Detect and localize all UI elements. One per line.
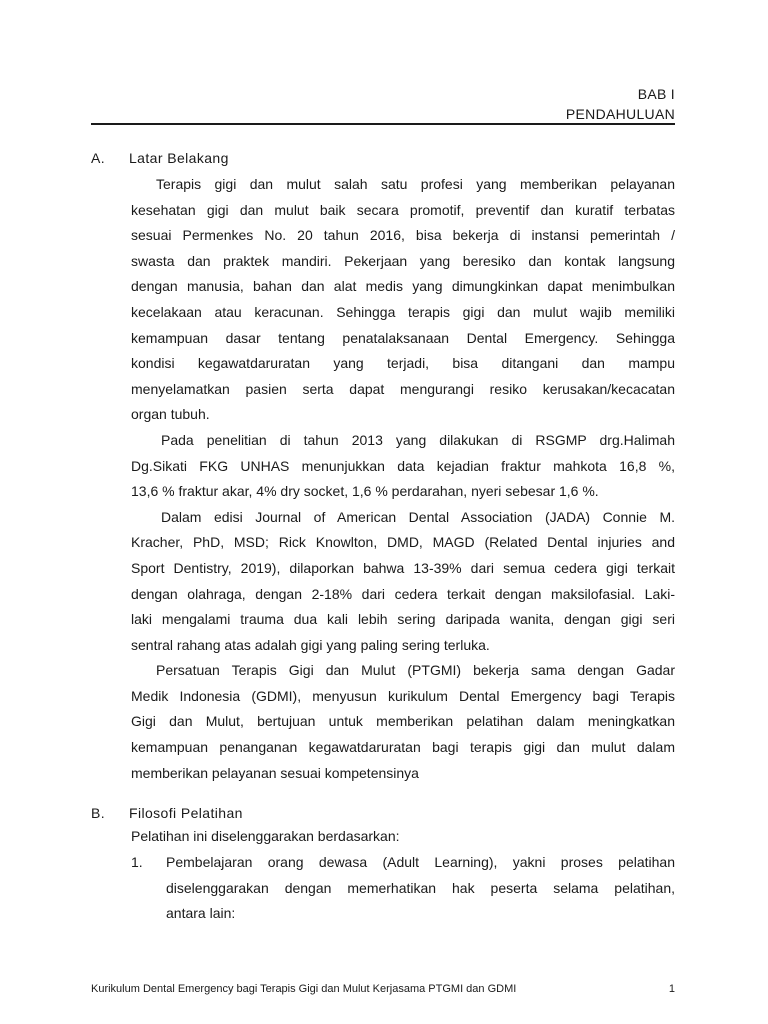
section-b-intro [131, 824, 675, 850]
paragraph-line: 13,6 % fraktur akar, 4% dry socket, 1,6 % perdarahan, nyeri sebesar 1,6 %. [131, 483, 599, 500]
paragraph-line: dengan manusia, bahan dan alat medis yang dimungkinkan dapat menimbulkan [131, 278, 675, 295]
paragraph-line: swasta dan praktek mandiri. Pekerjaan yang beresiko dan kontak langsung [131, 252, 675, 269]
section-b-heading [91, 805, 243, 821]
paragraph-line: dengan olahraga, dengan 2-18% dari cedera terkait dengan maksilofasial. Laki- [131, 585, 675, 602]
paragraph-line: sentral rahang atas adalah gigi yang paling sering terluka. [131, 636, 490, 653]
paragraph-line: Sport Dentistry, 2019), dilaporkan bahwa 13-39% dari semua cedera gigi terkait [131, 559, 675, 576]
paragraph-line: Gigi dan Mulut, bertujuan untuk memberikan pelatihan dalam meningkatkan [131, 713, 675, 730]
chapter-number: BAB I [637, 86, 675, 102]
paragraph-line: kecelakaan atau keracunan. Sehingga terapis gigi dan mulut wajib memiliki [131, 303, 675, 320]
paragraph-line: Persatuan Terapis Gigi dan Mulut (PTGMI) bekerja sama dengan Gadar [156, 662, 675, 679]
paragraph-line: Medik Indonesia (GDMI), menyusun kurikulum Dental Emergency bagi Terapis [131, 687, 675, 704]
section-a-heading [91, 150, 229, 166]
footer-text: Kurikulum Dental Emergency bagi Terapis Gigi dan Mulut Kerjasama PTGMI dan GDMI [91, 983, 517, 995]
paragraph-line: Dalam edisi Journal of American Dental Association (JADA) Connie M. [161, 508, 675, 525]
paragraph-line: Pada penelitian di tahun 2013 yang dilakukan di RSGMP drg.Halimah [161, 431, 675, 448]
paragraph-line: sesuai Permenkes No. 20 tahun 2016, bisa bekerja di instansi pemerintah / [131, 227, 675, 244]
paragraph-line: laki mengalami trauma dua kali lebih sering daripada wanita, dengan gigi seri [131, 611, 675, 628]
list-item-text [166, 850, 675, 927]
paragraph-line: Kracher, PhD, MSD; Rick Knowlton, DMD, MAGD (Related Dental injuries and [131, 534, 675, 551]
paragraph-line: kondisi kegawatdaruratan yang terjadi, bisa ditangani dan mampu [131, 355, 675, 372]
section-b-title: Filosofi Pelatihan [129, 805, 243, 821]
section-a-body [131, 172, 675, 786]
page-number: 1 [668, 983, 675, 995]
header-rule [91, 123, 675, 125]
paragraph-line: memberikan pelayanan sesuai kompetensinya [131, 764, 419, 781]
section-a-title: Latar Belakang [129, 150, 229, 166]
chapter-title: PENDAHULUAN [565, 106, 675, 122]
paragraph-line: menyelamatkan pasien serta dapat mengurangi resiko kerusakan/kecacatan [131, 380, 675, 397]
paragraph-line: kesehatan gigi dan mulut baik secara promotif, preventif dan kuratif terbatas [131, 201, 675, 218]
paragraph-line: organ tubuh. [131, 406, 210, 423]
paragraph-line: Dg.Sikati FKG UNHAS menunjukkan data kejadian fraktur mahkota 16,8 %, [131, 457, 675, 474]
paragraph-line: Terapis gigi dan mulut salah satu profesi yang memberikan pelayanan [156, 176, 675, 192]
section-a-letter: A. [91, 150, 106, 166]
section-b-letter: B. [91, 805, 106, 821]
paragraph-line: kemampuan dasar tentang penatalaksanaan Dental Emergency. Sehingga [131, 329, 675, 346]
list-item-line: Pembelajaran orang dewasa (Adult Learning), yakni proses pelatihan [166, 854, 675, 870]
page-footer [91, 983, 675, 995]
list-item-number: 1. [131, 854, 143, 870]
paragraph-line: kemampuan penanganan kegawatdaruratan bagi terapis gigi dan mulut dalam [131, 739, 675, 756]
list-item-line: antara lain: [166, 905, 236, 922]
list-item-line: diselenggarakan dengan memerhatikan hak peserta selama pelatihan, [166, 879, 675, 896]
intro-line: Pelatihan ini diselenggarakan berdasarkan: [131, 828, 400, 844]
